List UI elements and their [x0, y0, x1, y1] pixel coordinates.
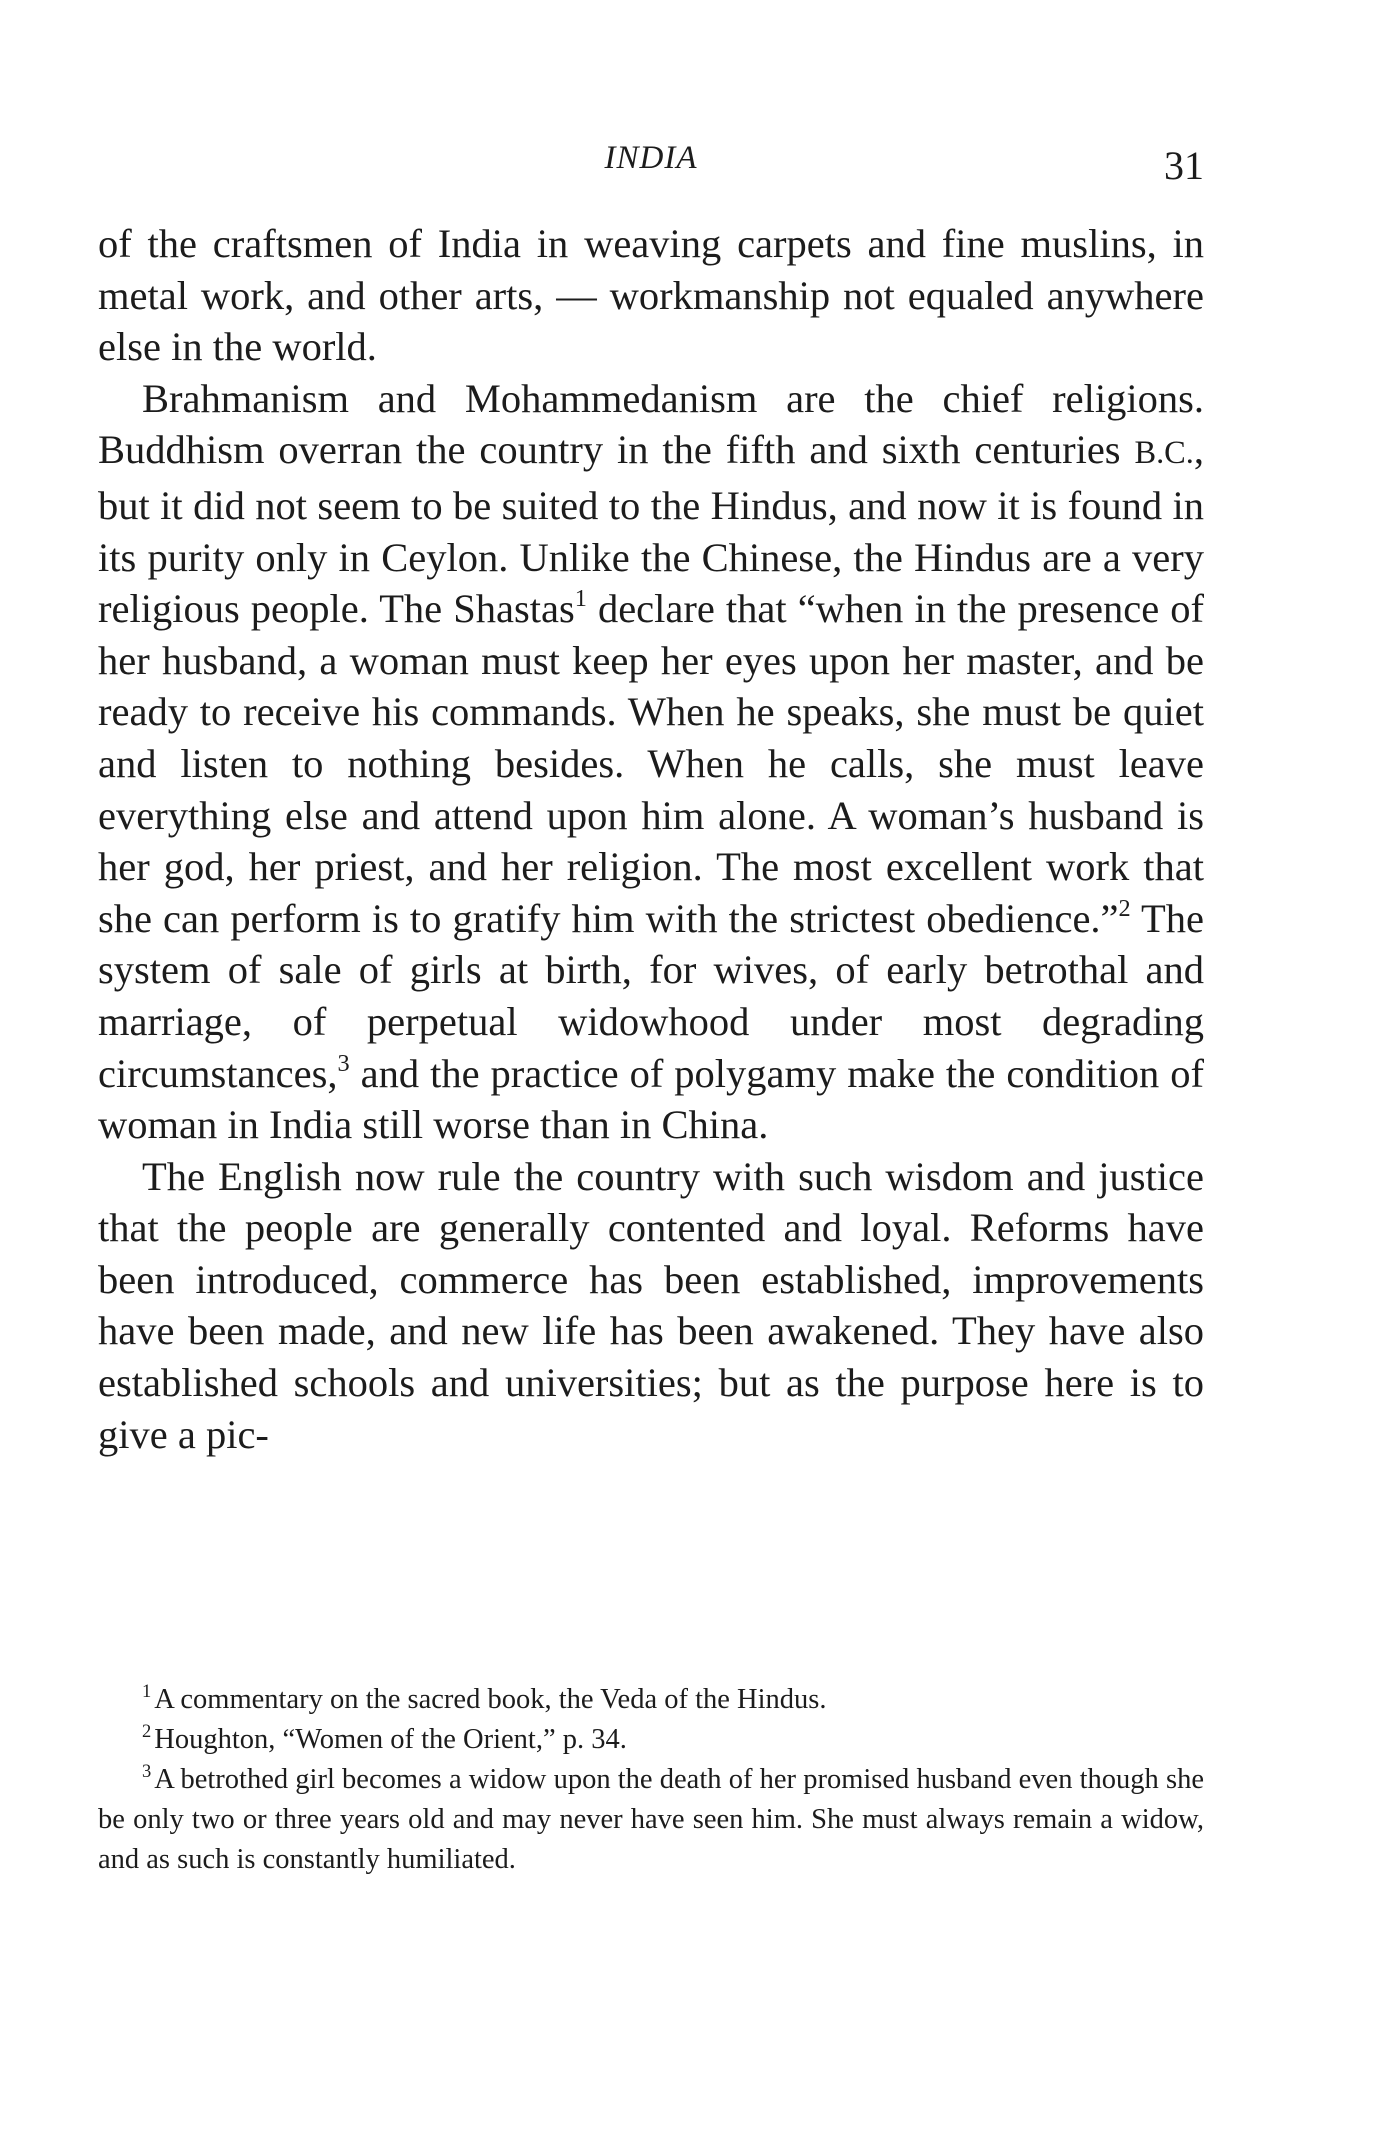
paragraph-continued: of the craftsmen of India in weaving carpets and fine muslins, in metal work, and other arts, — workmanship not equaled anywhere else in the world. [98, 221, 1204, 370]
footnote-ref-1[interactable]: 1 [574, 585, 587, 613]
era-abbreviation: B.C. [1134, 435, 1194, 472]
footnote-mark: 1 [142, 1680, 152, 1702]
text-segment: and the practice of polygamy make the condition of woman in India still worse than in China. [98, 1050, 1204, 1148]
footnote-ref-3[interactable]: 3 [337, 1049, 350, 1077]
footnote [98, 1760, 1204, 1880]
text-segment: , but it did not seem to be suited to the Hindus, and now it is found in its purity only in Ceylon. Unlike the Chinese, the Hindus are a very religious people. The Shastas [98, 427, 1205, 632]
paragraph-religions [98, 373, 1204, 1151]
footnote-text: Houghton, “Women of the Orient,” p. 34. [154, 1724, 627, 1755]
text-segment: declare that “when in the presence of her husband, a woman must keep her eyes upon her master, and be ready to receive his commands. When he speaks, she must be quiet and listen to nothing besides. When he calls, she must leave everything else and attend upon him alone. A woman’s husband is her god, her priest, and her religion. The most excellent work that she can perform is to gratify him with the strictest obedience.” [98, 586, 1204, 941]
footnote [98, 1720, 1204, 1760]
footnote-ref-2[interactable]: 2 [1118, 894, 1131, 922]
footnote-text: A commentary on the sacred book, the Veda of the Hindus. [154, 1684, 827, 1715]
footnote [98, 1680, 1204, 1720]
footnote-mark: 3 [142, 1760, 152, 1782]
page-number: 31 [1164, 143, 1204, 188]
running-title: INDIA [604, 140, 698, 176]
running-head [98, 136, 1204, 186]
footnotes [98, 1680, 1204, 1880]
footnote-text: A betrothed girl becomes a widow upon the death of her promised husband even though she be only two or three years old and may never have seen him. She must always remain a widow, and as such is constantly humiliated. [98, 1764, 1204, 1875]
body-text [98, 218, 1204, 1460]
paragraph-english-rule: The English now rule the country with such wisdom and justice that the people are generally contented and loyal. Reforms have been introduced, commerce has been established, improvements have been made, and new life has been awakened. They have also established schools and universities; but as the purpose here is to give a pic- [98, 1153, 1204, 1457]
text-segment: The system of sale of girls at birth, for wives, of early betrothal and marriage, of perpetual widowhood under most degrading circumstances, [98, 895, 1204, 1096]
text-segment: Brahmanism and Mohammedanism are the chief religions. Buddhism overran the country in the fifth and sixth centuries [98, 375, 1204, 473]
footnote-mark: 2 [142, 1720, 152, 1742]
